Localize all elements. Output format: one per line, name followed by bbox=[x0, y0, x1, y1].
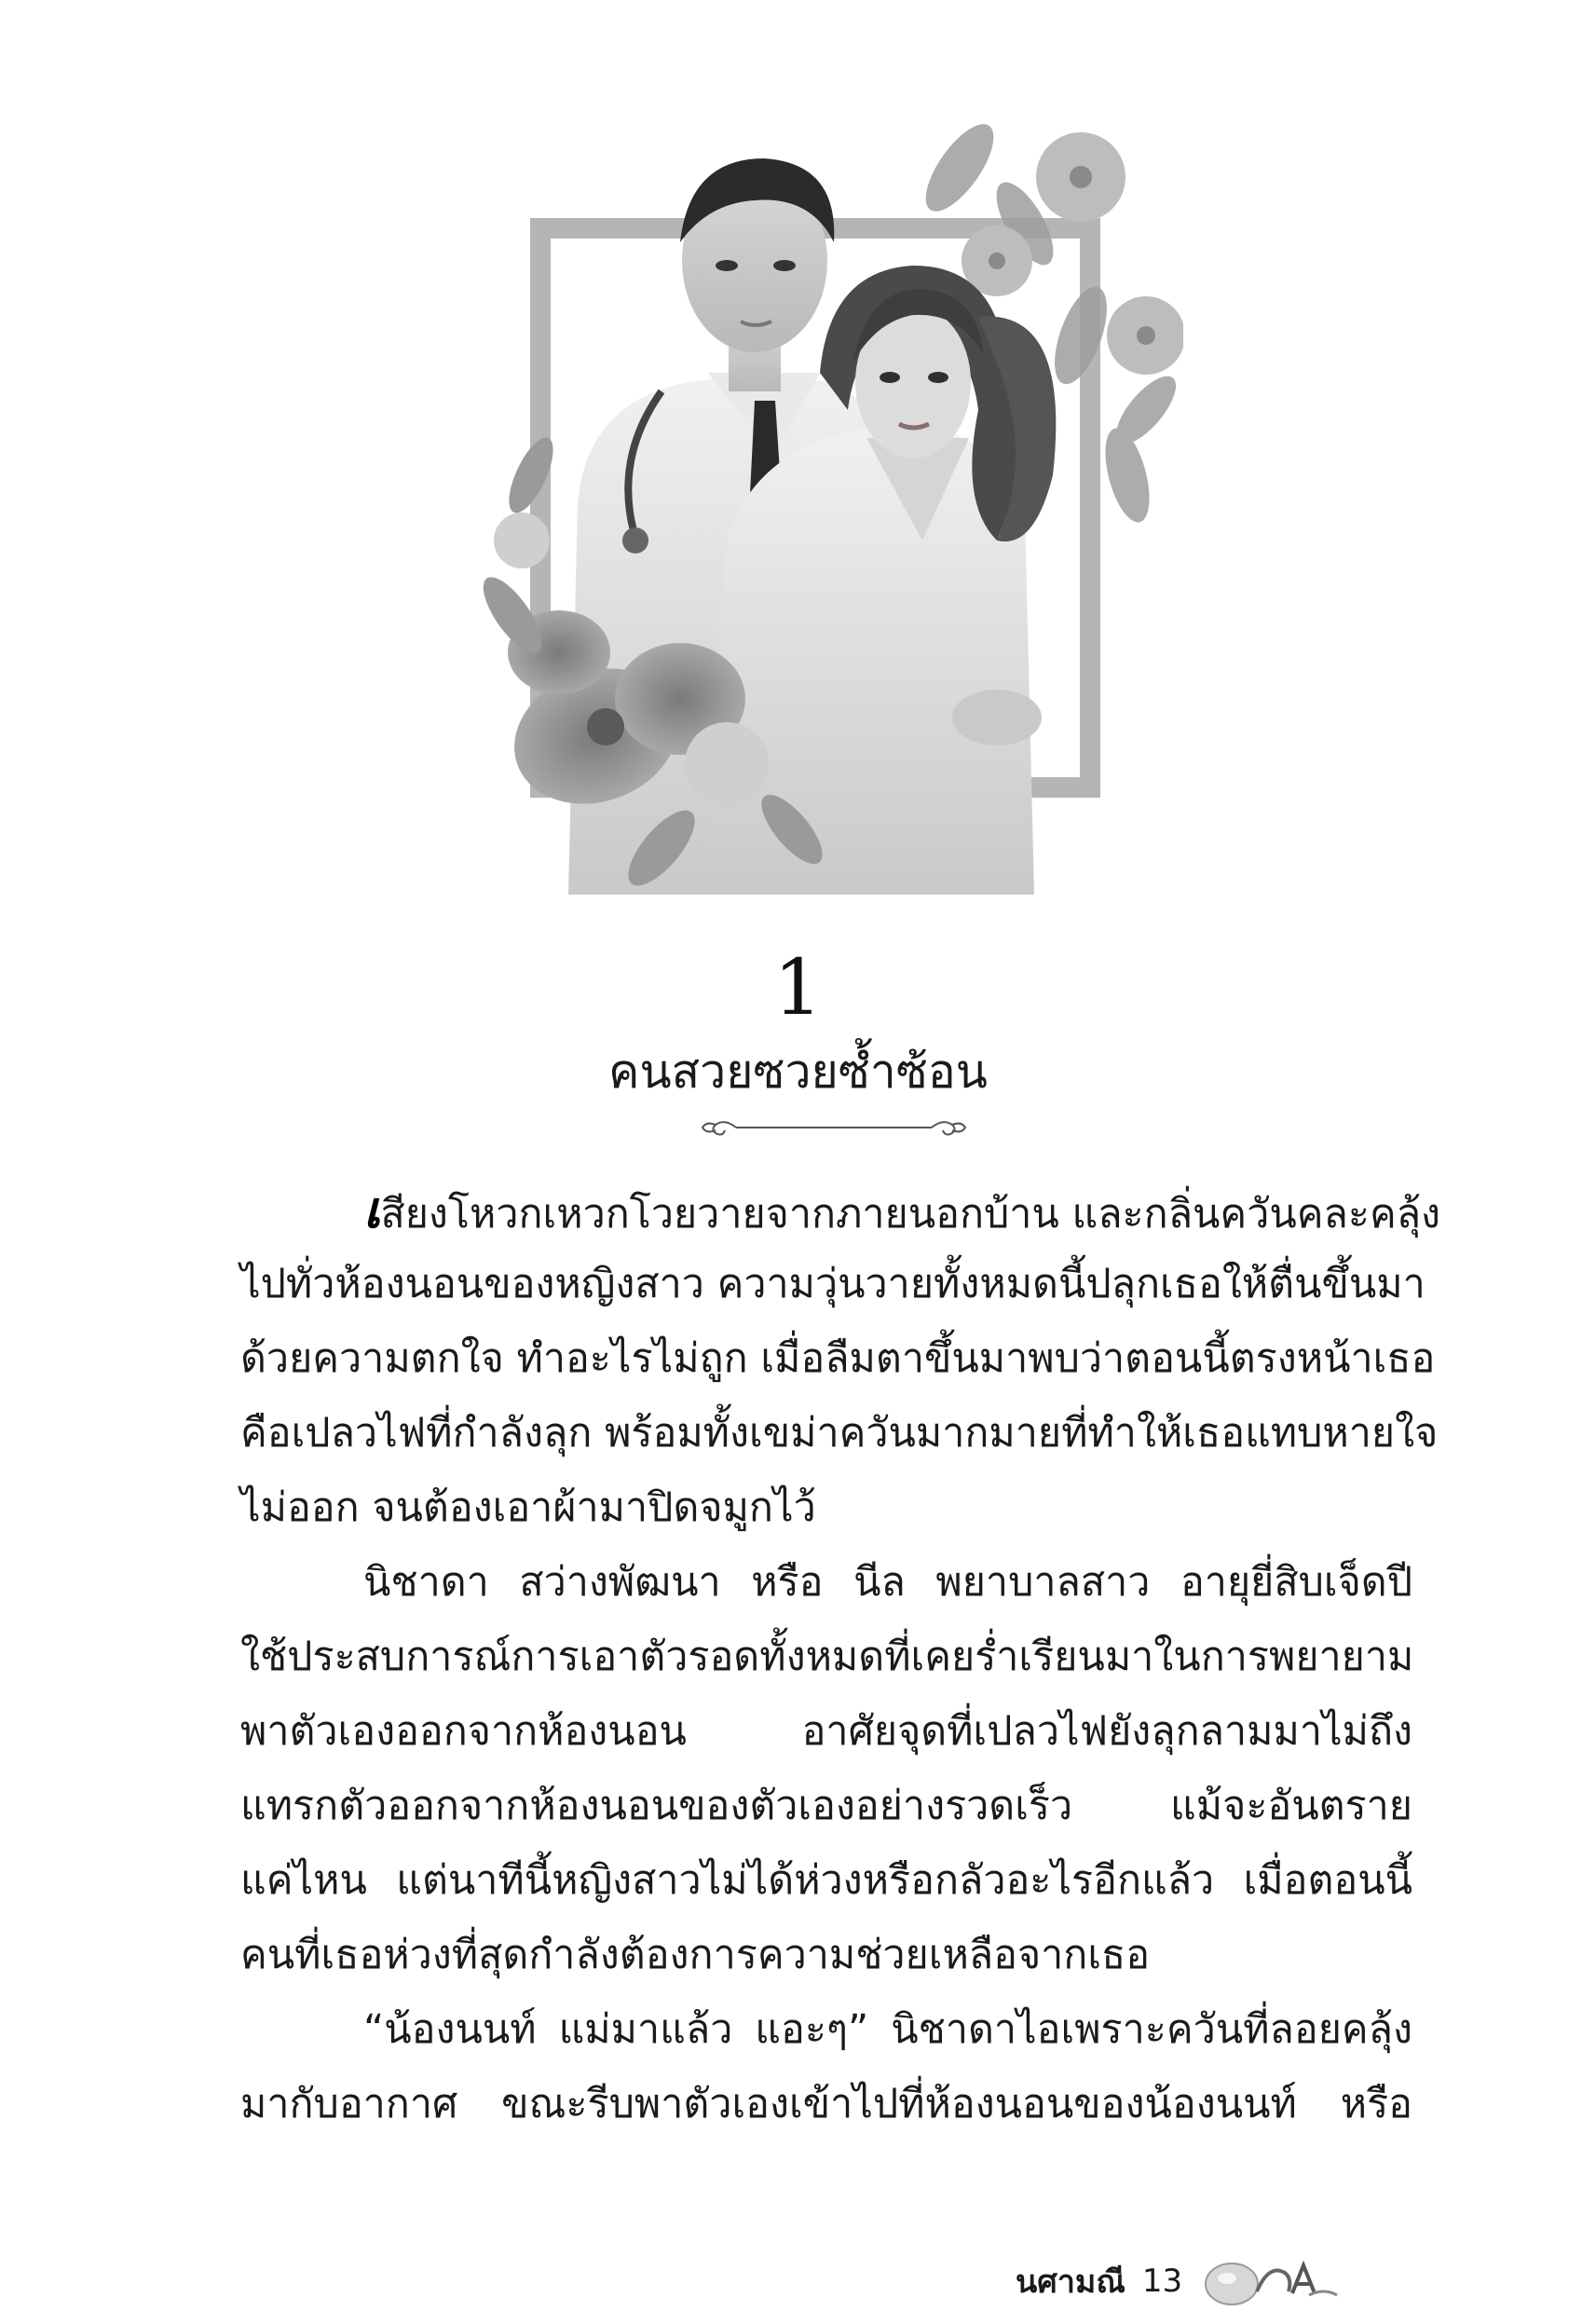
paragraph-line: แค่ไหน แต่นาทีนี้หญิงสาวไม่ได้ห่วงหรือกลัวอะไรอีกแล้ว เมื่อตอนนี้ bbox=[240, 1857, 1412, 1904]
drop-cap: เ bbox=[363, 1180, 381, 1239]
footer-author: นศามณี bbox=[1016, 2263, 1125, 2301]
paragraph-line: คนที่เธอห่วงที่สุดกำลังต้องการความช่วยเหลือจากเธอ bbox=[240, 1932, 1151, 1978]
doctor-nurse-couple-illustration bbox=[475, 103, 1183, 941]
chapter-illustration bbox=[475, 103, 1183, 941]
paragraph-line: ใช้ประสบการณ์การเอาตัวรอดทั้งหมดที่เคยร่ำเรียนมาในการพยายาม bbox=[240, 1634, 1414, 1680]
chapter-body bbox=[240, 1172, 1441, 2141]
paragraph-line: พาตัวเองออกจากห้องนอน อาศัยจุดที่เปลวไฟยังลุกลามมาไม่ถึง bbox=[240, 1708, 1412, 1755]
paragraph-line: ด้วยความตกใจ ทำอะไรไม่ถูก เมื่อลืมตาขึ้นมาพบว่าตอนนี้ตรงหน้าเธอ bbox=[240, 1335, 1436, 1382]
publisher-logo-icon bbox=[1199, 2254, 1339, 2308]
paragraph-line: แทรกตัวออกจากห้องนอนของตัวเองอย่างรวดเร็ว แม้จะอันตราย bbox=[240, 1783, 1412, 1829]
paragraph-line: ไปทั่วห้องนอนของหญิงสาว ความวุ่นวายทั้งหมดนี้ปลุกเธอให้ตื่นขึ้นมา bbox=[240, 1261, 1425, 1307]
paragraph-line: ไม่ออก จนต้องเอาผ้ามาปิดจมูกไว้ bbox=[240, 1484, 816, 1531]
page-footer bbox=[1016, 2253, 1339, 2309]
paragraph-line: คือเปลวไฟที่กำลังลุก พร้อมทั้งเขม่าควันมากมายที่ทำให้เธอแทบหายใจ bbox=[240, 1410, 1439, 1456]
divider-ornament-icon bbox=[699, 1114, 969, 1142]
chapter-title: คนสวยซวยซ้ำซ้อน bbox=[608, 1045, 988, 1099]
paragraph-line: มากับอากาศ ขณะรีบพาตัวเองเข้าไปที่ห้องนอนของน้องนนท์ หรือ bbox=[240, 2081, 1412, 2127]
paragraph-line: “น้องนนท์ แม่มาแล้ว แอะๆ” นิชาดาไอเพราะควันที่ลอยคลุ้ง bbox=[363, 2006, 1412, 2053]
paragraph-line: เสียงโหวกเหวกโวยวายจากภายนอกบ้าน และกลิ่นควันคละคลุ้ง bbox=[363, 1180, 1441, 1239]
page-number: 13 bbox=[1141, 2263, 1183, 2300]
paragraph-line: นิชาดา สว่างพัฒนา หรือ นีล พยาบาลสาว อายุยี่สิบเจ็ดปี bbox=[363, 1559, 1412, 1606]
chapter-number: 1 bbox=[773, 944, 823, 1032]
